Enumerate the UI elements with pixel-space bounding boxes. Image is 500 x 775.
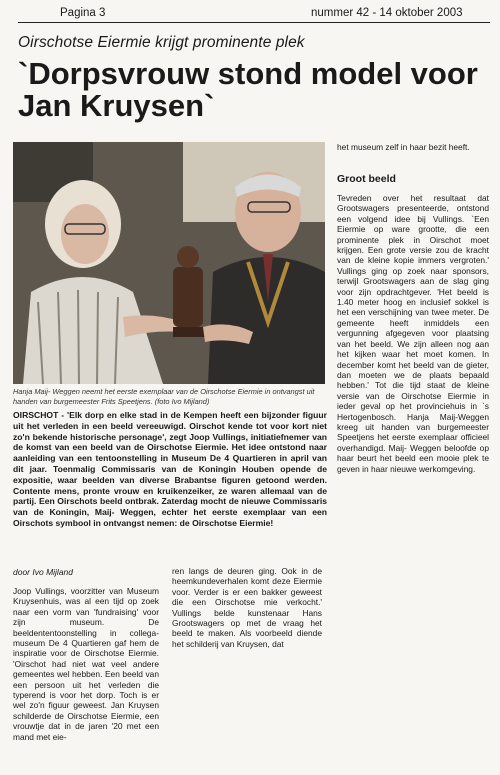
issue-date: nummer 42 - 14 oktober 2003 xyxy=(311,7,463,19)
body-column-1: Joop Vullings, voorzitter van Museum Kruysenhuis, was al een tijd op zoek naar een vorm van 'fundraising' voor zijn museum. De beeldententoonstelling in collega-museum De 4 Quartieren gaf hem de inspiratie voor de Oirschotse Eiermie. 'Oirschot had niet wat veel andere gemeentes wel hebben. Een beeld van een persoon uit het verleden die typerend is voor het dorp. Toch is er wel zo'n figuur geweest. Jan Kruysen schilderde de Oirschotse Eiermie, een vrouwtje dat in de jaren '20 met een mand met eie- xyxy=(13,586,159,742)
page-number: Pagina 3 xyxy=(60,7,106,19)
lead-paragraph: OIRSCHOT - 'Elk dorp en elke stad in de Kempen heeft een bijzonder figuur uit het verleden in een beeld vereeuwigd. Oirschot kende tot voor kort niet zo'n bekende historische personage', zegt Joop Vullings, initiatiefnemer van de komst van een beeld van de Oirschotse Eiermie. Het idee ontstond naar aanleiding van een tentoonstelling in Museum De 4 Quartieren in april van dit jaar. Toenmalig Commissaris van de Koningin Houben opende de expositie, waar beelden van diverse Brabantse figuren getoond werden. Contente mens, pronte vrouw en kruikenzeiker, ze waren allemaal van de partij. Een Oirschots beeld ontbrak. Zaterdag mocht de nieuwe Commissaris van de Koningin, Maij- Weggen, echter het eerste exemplaar van een Oirschots symbool in ontvangst nemen: de Oirschotse Eiermie! xyxy=(13,410,327,528)
body-column-2: ren langs de deuren ging. Ook in de heemkundeverhalen komt deze Eiermie voor. Verder is er een bakker geweest die een Oirschotse mie verkocht.' Vullings belde kunstenaar Hans Grootswagers op met de vraag het beeld te maken. Als voorbeeld diende het schilderij van Kruysen, dat xyxy=(172,566,322,649)
article-photo xyxy=(13,142,325,384)
byline: door Ivo Mijland xyxy=(13,567,74,577)
header-rule xyxy=(18,22,490,23)
body-column-3: Tevreden over het resultaat dat Grootswagers presenteerde, ontstond een volgend idee bij Vullings. `Een Eiermie op ware grootte, die een prominente plek in Oirschot moet krijgen. Een grote versie zou de kracht van de kleine kopie immers vergroten.' Vullings ging op zoek naar sponsors, terwijl Grootswagers aan de slag ging voor zijn opdrachtgever. 'Het beeld is 1.40 meter hoog en inclusief sokkel is het een verschijning van twee meter. De gemeente heeft inmiddels een vergunning afgegeven voor plaatsing van het beeld. We zijn alleen nog aan het kijken waar het moet komen. In december komt het beeld van de gieter, dan moeten we de plaats bepaald hebben.' Tot die tijd staat de kleine versie van de Oirschotse Eiermie in ieder geval op het provinciehuis in `s Hertogenbosch. Hanja Maij-Weggen kreeg uit handen van burgemeester Speetjens het eerste exemplaar officieel overhandigd. Maij- Weggen beloofde op haar beurt het beeld een mooie plek te geven in haar nieuwe werkomgeving. xyxy=(337,193,489,474)
photo-caption: Hanja Maij- Weggen neemt het eerste exemplaar van de Oirschotse Eiermie in ontvangst uit handen van burgemeester Frits Speetjens. (foto Ivo Mijland) xyxy=(13,387,315,406)
kicker: Oirschotse Eiermie krijgt prominente plek xyxy=(18,34,305,51)
photo-illustration xyxy=(13,142,325,384)
headline: `Dorpsvrouw stond model voor Jan Kruysen` xyxy=(18,56,478,123)
body-column-3-continuation: het museum zelf in haar bezit heeft. xyxy=(337,142,470,152)
subheading: Groot beeld xyxy=(337,173,396,185)
